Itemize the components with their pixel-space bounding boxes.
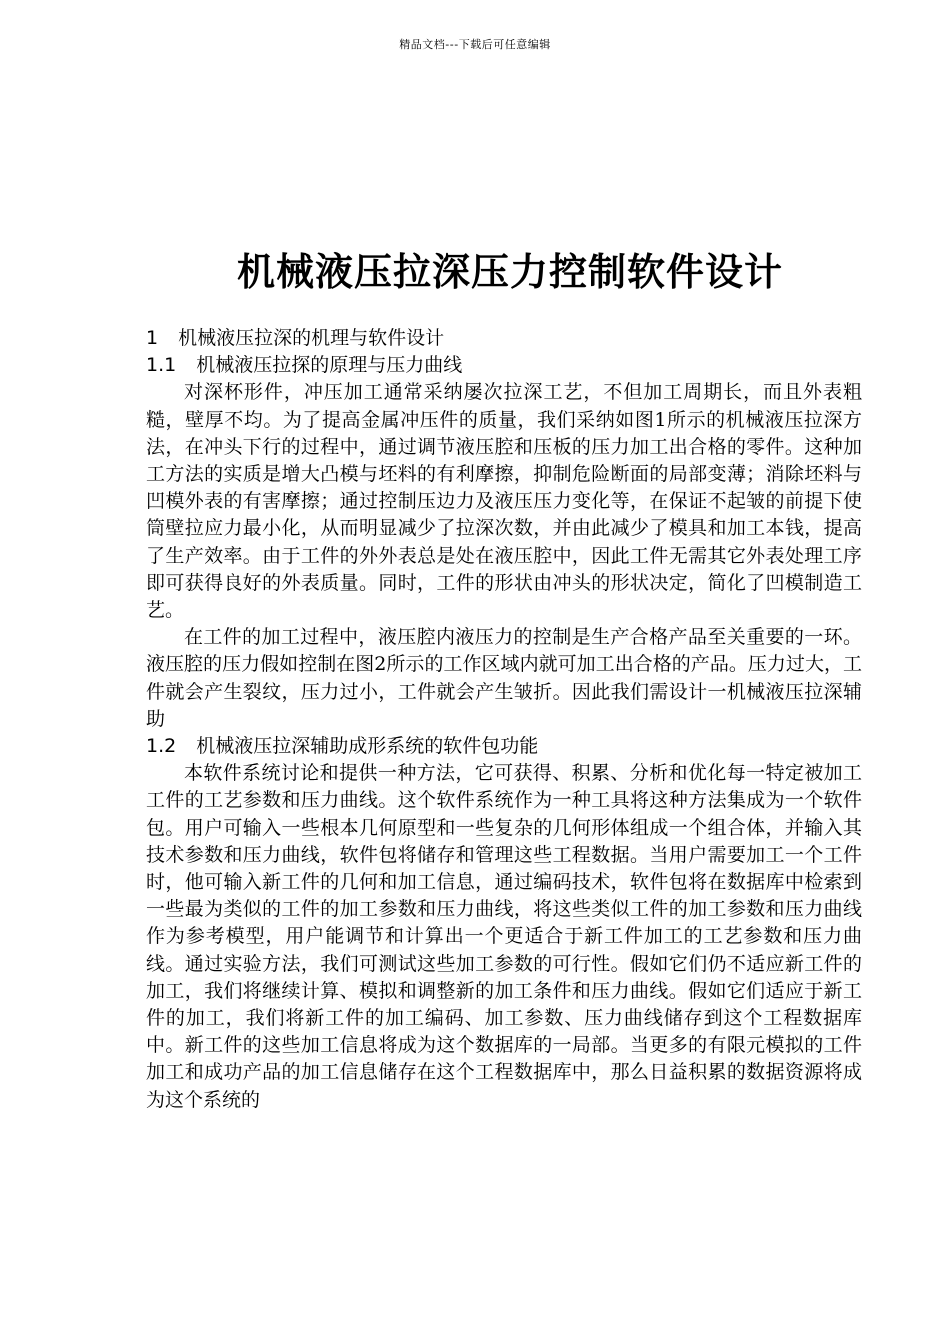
section-heading-1	[146, 325, 862, 352]
page-header: 精品文档---下载后可任意编辑	[399, 38, 551, 51]
paragraph: 在工件的加工过程中，液压腔内液压力的控制是生产合格产品至关重要的一环。液压腔的压力假如控制在图2所示的工作区域内就可加工出合格的产品。压力过大，工件就会产生裂纹，压力过小，工件就会产生皱折。因此我们需设计一机械液压拉深辅助	[146, 626, 862, 730]
section-number: 1.2	[146, 735, 177, 758]
paragraph: 对深杯形件，冲压加工通常采纳屡次拉深工艺，不但加工周期长，而且外表粗糙，壁厚不均。为了提高金属冲压件的质量，我们采纳如图1所示的机械液压拉深方法，在冲头下行的过程中，通过调节液压腔和压板的压力加工出合格的零件。这种加工方法的实质是增大凸模与坯料的有利摩擦，抑制危险断面的局部变薄；消除坯料与凹模外表的有害摩擦；通过控制压边力及液压压力变化等，在保证不起皱的前提下使筒壁拉应力最小化，从而明显减少了拉深次数，并由此减少了模具和加工本钱，提高了生产效率。由于工件的外外表总是处在液压腔中，因此工件无需其它外表处理工序即可获得良好的外表质量。同时，工件的形状由冲头的形状决定，简化了凹模制造工艺。	[146, 381, 862, 622]
section-heading-text: 机械液压拉探的原理与压力曲线	[196, 354, 463, 377]
document-body	[146, 325, 862, 1114]
document-title: 机械液压拉深压力控制软件设计	[236, 250, 783, 294]
section-heading-text: 机械液压拉深的机理与软件设计	[178, 327, 445, 349]
paragraph: 本软件系统讨论和提供一种方法，它可获得、积累、分析和优化每一特定被加工工件的工艺参数和压力曲线。这个软件系统作为一种工具将这种方法集成为一个软件包。用户可输入一些根本几何原型和一些复杂的几何形体组成一个组合体，并输入其技术参数和压力曲线，软件包将储存和管理这些工程数据。当用户需要加工一个工件时，他可输入新工件的几何和加工信息，通过编码技术，软件包将在数据库中检索到一些最为类似的工件的加工参数和压力曲线，将这些类似工件的加工参数和压力曲线作为参考模型，用户能调节和计算出一个更适合于新工件加工的工艺参数和压力曲线。通过实验方法，我们可测试这些加工参数的可行性。假如它们仍不适应新工件的加工，我们将继续计算、模拟和调整新的加工条件和压力曲线。假如它们适应于新工件的加工，我们将新工件的加工编码、加工参数、压力曲线储存到这个工程数据库中。新工件的这些加工信息将成为这个数据库的一局部。当更多的有限元模拟的工件加工和成功产品的加工信息储存在这个工程数据库中，那么日益积累的数据资源将成为这个系统的	[146, 762, 862, 1111]
section-number: 1	[146, 327, 159, 349]
section-number: 1.1	[146, 354, 177, 377]
section-heading-1-2	[146, 733, 862, 760]
section-heading-text: 机械液压拉深辅助成形系统的软件包功能	[196, 735, 539, 758]
section-heading-1-1	[146, 352, 862, 379]
